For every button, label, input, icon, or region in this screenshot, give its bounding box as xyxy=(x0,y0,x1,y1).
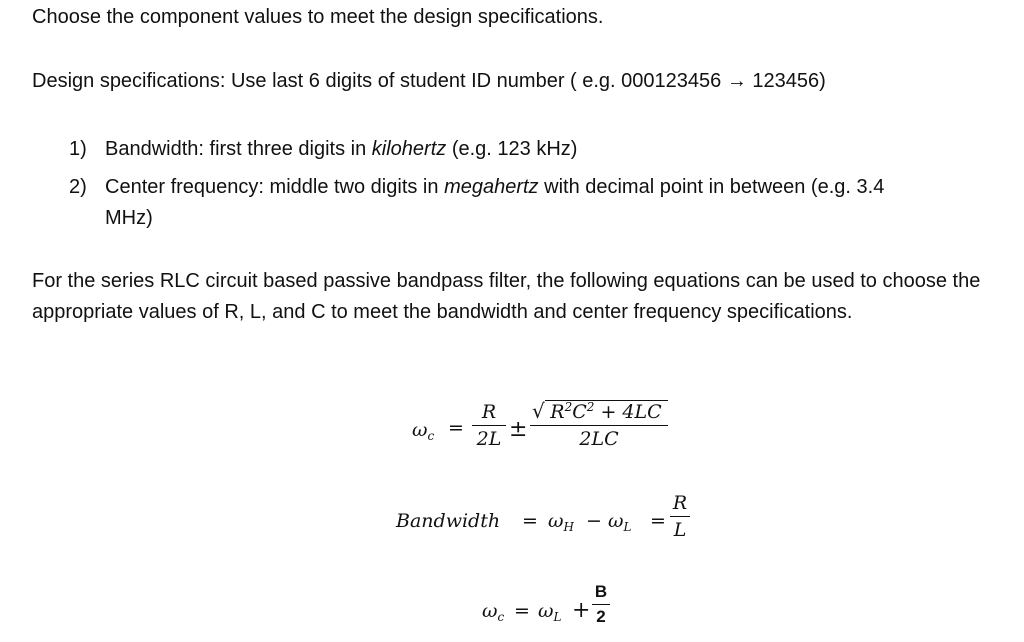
eq2-equals2: = xyxy=(650,510,666,532)
equation-center-frequency-quadratic xyxy=(412,395,702,465)
description-paragraph: For the series RLC circuit based passive bandpass filter, the following equations can be used to choose the appropriate values of R, L, and C to meet the bandwidth and center frequency specifications. xyxy=(32,270,981,323)
list-text-emph: megahertz xyxy=(444,176,539,198)
eq1-lhs: $\omega_c$ xyxy=(412,419,435,443)
eq2-frac-den: L xyxy=(673,519,687,541)
list-text xyxy=(105,172,884,202)
eq2-lhs: Bandwidth xyxy=(396,510,501,532)
eq1-frac1-num: R xyxy=(481,401,497,423)
list-number: 1) xyxy=(69,138,87,160)
eq3-equals: = xyxy=(514,600,530,622)
eq3-plus: + xyxy=(572,598,591,623)
equation-center-frequency xyxy=(482,582,622,640)
eq2-equals: = xyxy=(522,510,538,532)
sqrt-symbol: √ xyxy=(532,399,545,423)
list-text-suffix: (e.g. 123 kHz) xyxy=(446,138,578,160)
list-text-continuation: MHz) xyxy=(105,207,153,229)
eq3-omega-l: $\omega_L$ xyxy=(538,600,562,624)
list-text-suffix: with decimal point in between (e.g. 3.4 xyxy=(538,176,885,198)
list-item-center-frequency xyxy=(69,172,1009,234)
eq1-frac2-num: √ $R^2C^2 + 4LC$ xyxy=(532,399,662,423)
eq2-frac xyxy=(670,492,690,541)
list-text-emph: kilohertz xyxy=(371,138,447,160)
eq1-frac2 xyxy=(530,401,668,450)
list-number: 2) xyxy=(69,176,87,198)
eq3-frac-den: 2 xyxy=(596,607,606,626)
specs-line: Design specifications: Use last 6 digits of student ID number ( e.g. 000123456 → 123456) xyxy=(32,70,826,92)
list-text-prefix: Bandwidth: first three digits in xyxy=(105,138,372,160)
eq2-omega-l: $\omega_L$ xyxy=(608,510,632,534)
list-item-bandwidth xyxy=(69,134,1009,164)
eq1-frac2-den: 2LC xyxy=(579,428,619,450)
eq3-frac xyxy=(592,582,610,627)
eq2-frac-num: R xyxy=(672,492,688,514)
eq2-omega-h: $\omega_H$ xyxy=(548,510,574,534)
eq2-minus: − xyxy=(586,510,602,532)
list-text-prefix: Center frequency: middle two digits in xyxy=(105,176,445,198)
sqrt-overline xyxy=(545,400,668,401)
equation-bandwidth xyxy=(396,490,696,550)
eq3-frac-num: B xyxy=(594,582,608,601)
eq3-lhs: $\omega_c$ xyxy=(482,600,505,624)
intro-line: Choose the component values to meet the design specifications. xyxy=(32,6,604,28)
list-text xyxy=(105,134,577,164)
eq1-frac1 xyxy=(472,401,506,450)
eq1-plusminus: ± xyxy=(509,417,528,442)
eq1-frac1-den: 2L xyxy=(476,428,502,450)
eq1-equals: = xyxy=(448,417,464,439)
